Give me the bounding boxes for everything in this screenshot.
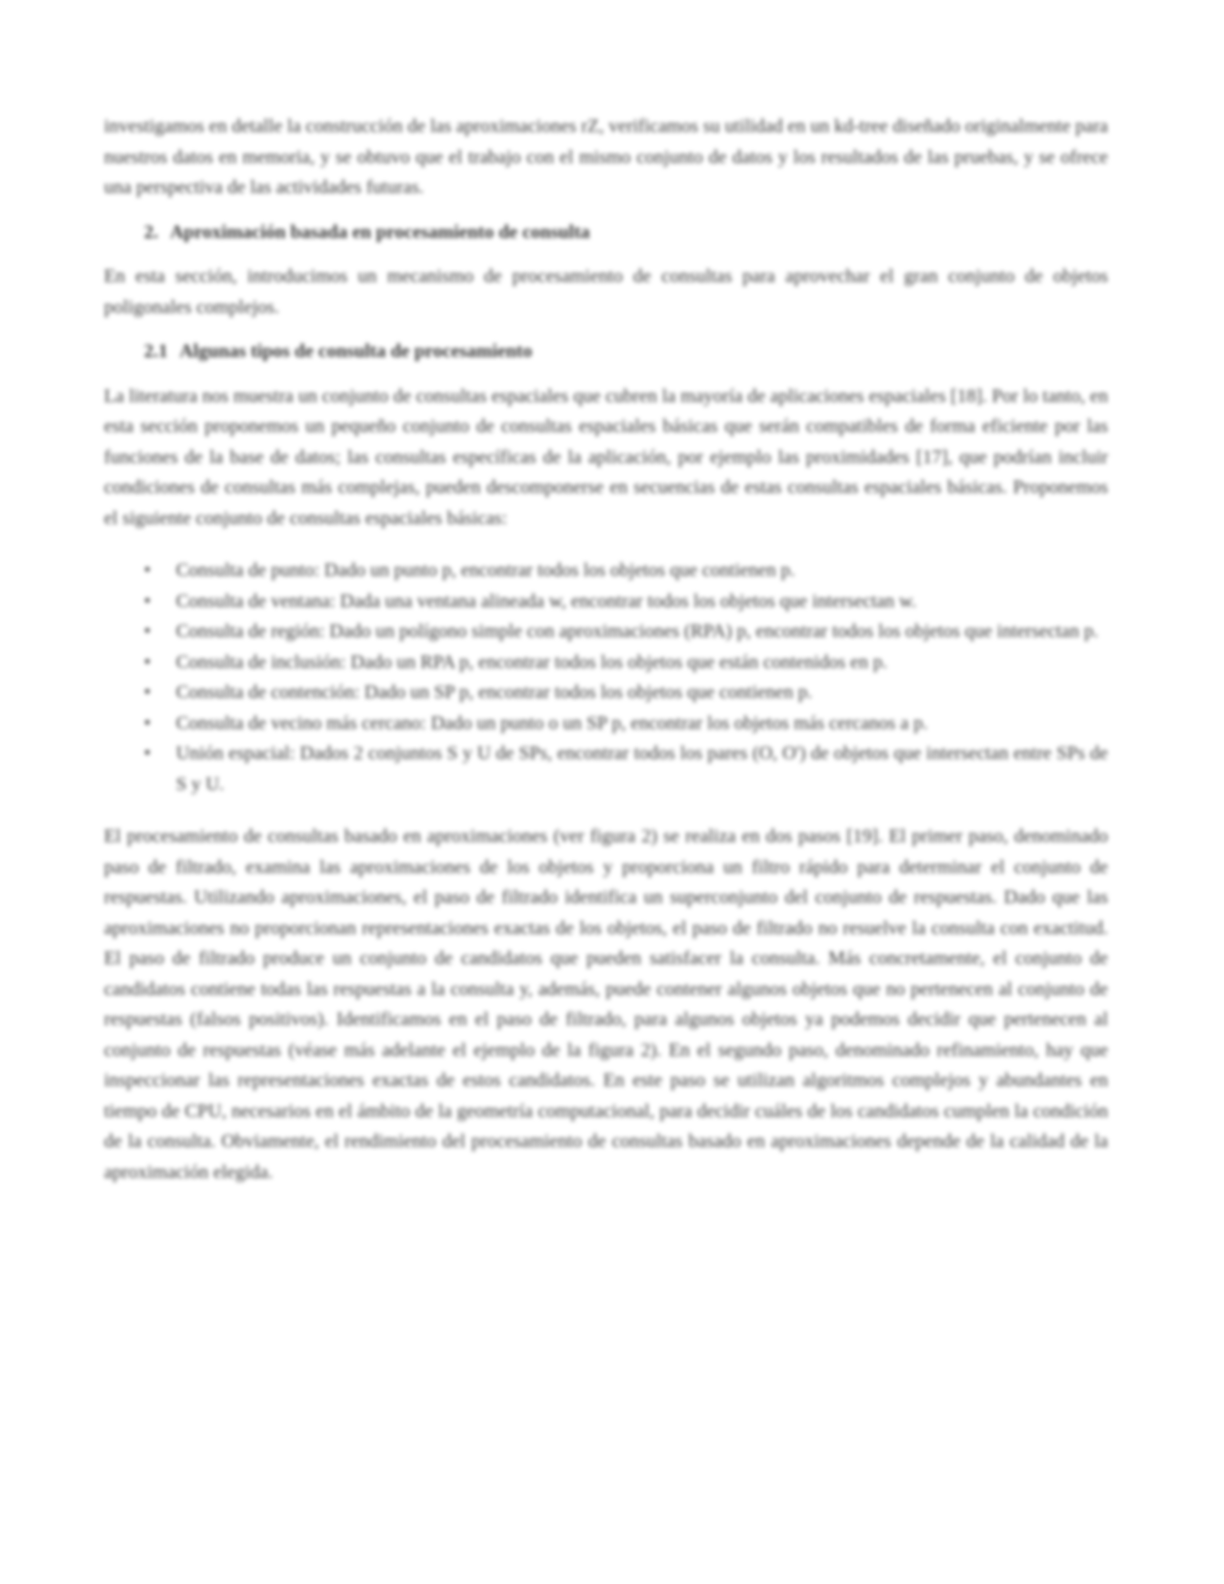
list-item-text: Consulta de vecino más cercano: Dado un punto o un SP p, encontrar los objetos más cercanos a p. (176, 712, 928, 734)
bullet-icon: • (144, 560, 151, 581)
bullet-icon: • (144, 590, 151, 612)
list-item-text: Unión espacial: Dados 2 conjuntos S y U de SPs, encontrar todos los pares (O, O') de objetos que intersectan entre SPs de S y U. (176, 743, 1108, 795)
list-item (104, 617, 1108, 648)
list-item-text: Consulta de contención: Dado un SP p, encontrar todos los objetos que contienen p. (176, 682, 813, 703)
list-item-text: Consulta de región: Dado un polígono simple con aproximaciones (RPA) p, encontrar todos los objetos que intersectan p. (176, 621, 1099, 642)
query-list (104, 556, 1108, 800)
section-2-title: Aproximación basada en procesamiento de consulta (169, 221, 590, 243)
document-page (104, 112, 1108, 1432)
bullet-icon: • (144, 682, 151, 703)
list-item (104, 556, 1108, 587)
list-item-text: Consulta de inclusión: Dado un RPA p, encontrar todos los objetos que están contenidos en p. (176, 651, 888, 673)
list-item (104, 709, 1108, 740)
section-2-1-heading (144, 337, 1108, 368)
closing-paragraph: El procesamiento de consultas basado en aproximaciones (ver figura 2) se realiza en dos pasos [19]. El primer paso, denominado paso de filtrado, examina las aproximaciones de los objetos y proporciona un filtro rápido para determinar el conjunto de respuestas. Utilizando aproximaciones, el paso de filtrado identifica un superconjunto del conjunto de respuestas. Dado que las aproximaciones no proporcionan representaciones exactas de los objetos, el paso de filtrado no resuelve la consulta con exactitud. El paso de filtrado produce un conjunto de candidatos que pueden satisfacer la consulta. Más concretamente, el conjunto de candidatos contiene todas las respuestas a la consulta y, además, puede contener algunos objetos que no pertenecen al conjunto de respuestas (falsos positivos). Identificamos en el paso de filtrado, para algunos objetos ya podemos decidir que pertenecen al conjunto de respuestas (véase más adelante el ejemplo de la figura 2). En el segundo paso, denominado refinamiento, hay que inspeccionar las representaciones exactas de estos candidatos. En este paso se utilizan algoritmos complejos y abundantes en tiempo de CPU, necesarios en el ámbito de la geometría computacional, para decidir cuáles de los candidatos cumplen la condición de la consulta. Obviamente, el rendimiento del procesamiento de consultas basado en aproximaciones depende de la calidad de la aproximación elegida. (104, 826, 1108, 1183)
bullet-icon: • (144, 651, 151, 673)
section-2-1-title: Algunas tipos de consulta de procesamiento (179, 341, 533, 362)
list-item (104, 678, 1108, 709)
list-item-text: Consulta de punto: Dado un punto p, encontrar todos los objetos que contienen p. (176, 560, 795, 581)
list-item-text: Consulta de ventana: Dada una ventana alineada w, encontrar todos los objetos que intersectan w. (176, 590, 917, 612)
bullet-icon: • (144, 712, 151, 734)
list-item (104, 587, 1108, 618)
bullet-icon: • (144, 743, 151, 764)
section-2-1-number: 2.1 (144, 341, 168, 362)
section-2-heading (144, 218, 1108, 249)
list-item (104, 648, 1108, 679)
section-2-1-paragraph: La literatura nos muestra un conjunto de consultas espaciales que cubren la mayoría de aplicaciones espaciales [18]. Por lo tanto, en esta sección proponemos un pequeño conjunto de consultas espaciales básicas que serán compatibles de forma eficiente por las funciones de la base de datos; las consultas específicas de la aplicación, por ejemplo las proximidades [17], que podrían incluir condiciones de consultas más complejas, pueden descomponerse en secuencias de estas consultas espaciales básicas. Proponemos el siguiente conjunto de consultas espaciales básicas: (104, 385, 1108, 529)
list-item (104, 739, 1108, 800)
intro-paragraph: investigamos en detalle la construcción de las aproximaciones rZ, verificamos su utilidad en un kd-tree diseñado originalmente para nuestros datos en memoria, y se obtuvo que el trabajo con el mismo conjunto de datos y los resultados de las pruebas, y se ofrece una perspectiva de las actividades futuras. (104, 116, 1108, 198)
bullet-icon: • (144, 621, 151, 642)
section-2-paragraph: En esta sección, introducimos un mecanismo de procesamiento de consultas para aprovechar el gran conjunto de objetos poligonales complejos. (104, 266, 1108, 318)
section-2-number: 2. (144, 221, 159, 243)
